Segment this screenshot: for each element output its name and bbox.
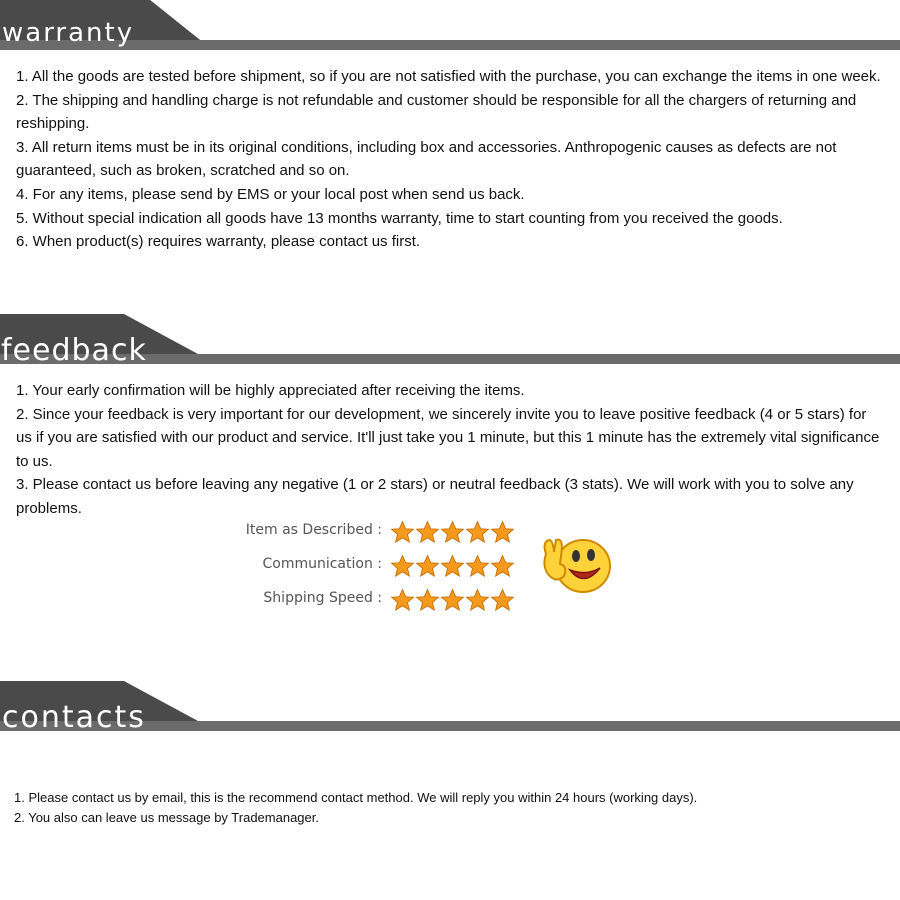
star-icon	[415, 588, 440, 613]
feedback-title: feedback	[1, 333, 147, 368]
rating-label: Shipping Speed :	[263, 590, 382, 606]
star-icon	[465, 554, 490, 579]
star-rating	[390, 554, 515, 580]
contacts-section	[0, 681, 900, 825]
victory-smiley-icon	[540, 534, 615, 598]
contacts-item-1: 1. Please contact us by email, this is the recommend contact method. We will reply you within 24 hours (working days).	[14, 790, 698, 805]
star-icon	[465, 520, 490, 545]
feedback-item-2: 2. Since your feedback is very important for our development, we sincerely invite you to leave positive feedback (4 or 5 stars) for us if you are satisfied with our product and service. It'll just take you 1 minute, but this 1 minute has the extremely vital significance to us.	[16, 405, 880, 470]
warranty-item-1: 1. All the goods are tested before shipment, so if you are not satisfied with the purchase, you can exchange the items in one week.	[16, 68, 881, 85]
contacts-list	[14, 788, 734, 828]
star-icon	[490, 520, 515, 545]
warranty-item-2: 2. The shipping and handling charge is not refundable and customer should be responsible for all the chargers of returning and reshipping.	[16, 91, 857, 133]
star-icon	[440, 554, 465, 579]
star-rating	[390, 520, 515, 546]
feedback-header	[0, 314, 900, 368]
warranty-list	[16, 65, 884, 254]
rating-label: Item as Described :	[245, 522, 382, 538]
star-rating	[390, 588, 515, 614]
warranty-item-5: 5. Without special indication all goods have 13 months warranty, time to start counting from you received the goods.	[16, 209, 783, 227]
warranty-header	[0, 0, 900, 50]
warranty-item-4: 4. For any items, please send by EMS or your local post when send us back.	[16, 185, 525, 203]
star-icon	[440, 588, 465, 613]
warranty-header-banner	[0, 0, 900, 50]
star-icon	[465, 588, 490, 613]
feedback-item-3: 3. Please contact us before leaving any negative (1 or 2 stars) or neutral feedback (3 stats). We will work with you to solve any problems.	[16, 476, 854, 517]
feedback-item-1: 1. Your early confirmation will be highly appreciated after receiving the items.	[16, 382, 525, 399]
warranty-item-3: 3. All return items must be in its original conditions, including box and accessories. Anthropogenic causes as defects are not guaranteed, such as broken, scratched and so on.	[16, 138, 837, 180]
warranty-section	[0, 0, 900, 251]
star-icon	[415, 520, 440, 545]
star-icon	[390, 588, 415, 613]
contacts-item-2: 2. You also can leave us message by Trademanager.	[14, 810, 319, 825]
feedback-list	[16, 379, 884, 521]
rating-label: Communication :	[262, 556, 382, 572]
star-icon	[390, 520, 415, 545]
star-icon	[390, 554, 415, 579]
warranty-item-6: 6. When product(s) requires warranty, please contact us first.	[16, 233, 421, 251]
contacts-title: contacts	[2, 700, 146, 735]
star-icon	[440, 520, 465, 545]
warranty-title: warranty	[2, 18, 135, 48]
star-icon	[415, 554, 440, 579]
star-icon	[490, 554, 515, 579]
star-icon	[490, 588, 515, 613]
feedback-section	[0, 314, 900, 517]
contacts-header	[0, 681, 900, 735]
